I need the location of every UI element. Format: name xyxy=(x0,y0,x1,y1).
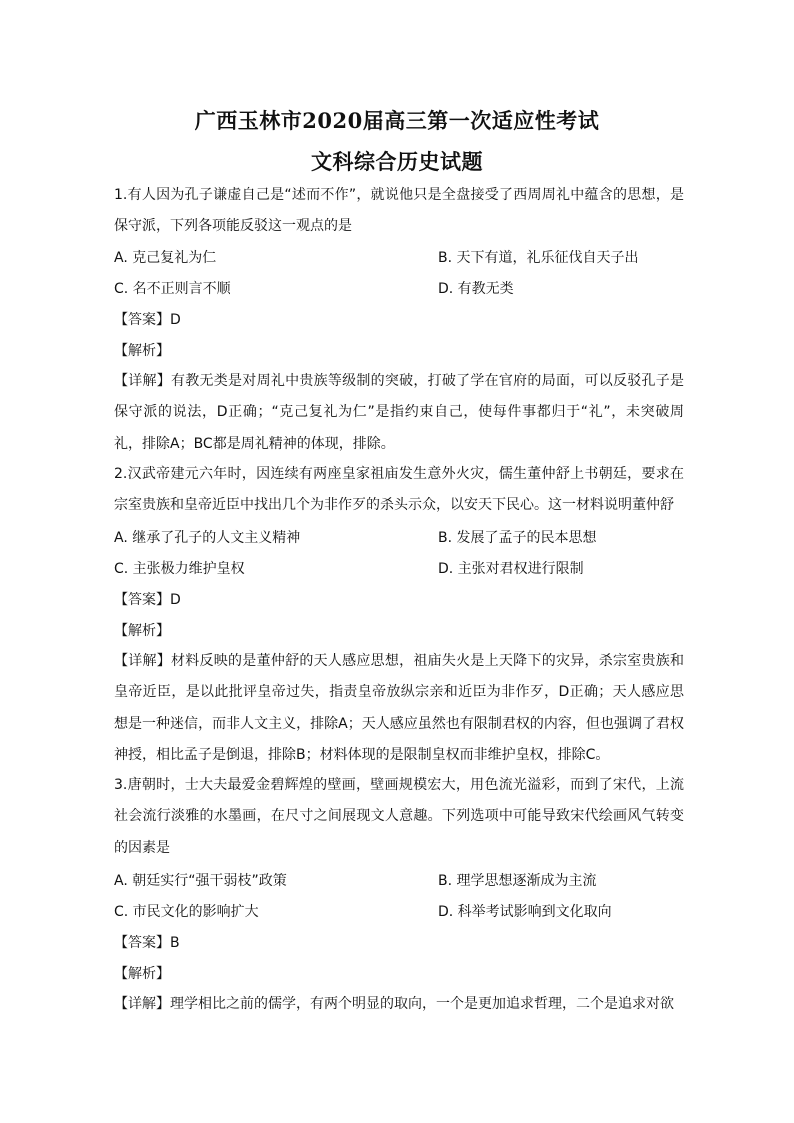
question-1-stem: 1.有人因为孔子谦虚自己是“述而不作”，就说他只是全盘接受了西周周礼中蕴含的思想，是保守派，下列各项能反驳这一观点的是 xyxy=(114,187,684,235)
exam-subtitle: 文科综合历史试题 xyxy=(311,149,483,174)
question-3-option-d: D. 科举考试影响到文化取向 xyxy=(438,904,612,920)
exam-title: 广西玉林市2020届高三第一次适应性考试 xyxy=(194,108,600,133)
question-3-detail: 【详解】理学相比之前的儒学，有两个明显的取向，一个是更加追求哲理，二个是追求对欲 xyxy=(114,996,674,1012)
question-2-analysis-label: 【解析】 xyxy=(114,623,170,639)
question-1-analysis-label: 【解析】 xyxy=(114,343,170,359)
question-2-option-b: B. 发展了孟子的民本思想 xyxy=(438,530,597,546)
question-1-option-c: C. 名不正则言不顺 xyxy=(114,281,231,297)
question-3-stem: 3.唐朝时，士大夫最爱金碧辉煌的壁画，壁画规模宏大，用色流光溢彩，而到了宋代，上流社会流行淡雅的水墨画，在尺寸之间展现文人意趣。下列选项中可能导致宋代绘画风气转变的因素是 xyxy=(114,777,684,856)
question-3-option-c: C. 市民文化的影响扩大 xyxy=(114,904,259,920)
question-3-analysis-label: 【解析】 xyxy=(114,966,170,982)
question-2-answer: 【答案】D xyxy=(114,592,181,608)
question-2-detail: 【详解】材料反映的是董仲舒的天人感应思想，祖庙失火是上天降下的灾异，杀宗室贵族和皇帝近臣，是以此批评皇帝过失，指责皇帝放纵宗亲和近臣为非作歹，D正确；天人感应思想是一种迷信，而非人文主义，排除A；天人感应虽然也有限制君权的内容，但也强调了君权神授，相比孟子是倒退，排除B；材料体现的是限制皇权而非维护皇权，排除C。 xyxy=(114,653,684,763)
question-2-stem: 2.汉武帝建元六年时，因连续有两座皇家祖庙发生意外火灾，儒生董仲舒上书朝廷，要求在宗室贵族和皇帝近臣中找出几个为非作歹的杀头示众，以安天下民心。这一材料说明董仲舒 xyxy=(114,466,684,514)
question-3-option-a: A. 朝廷实行“强干弱枝”政策 xyxy=(114,873,287,889)
question-1-answer: 【答案】D xyxy=(114,312,181,328)
question-1-detail: 【详解】有教无类是对周礼中贵族等级制的突破，打破了学在官府的局面，可以反驳孔子是保守派的说法，D正确；“克己复礼为仁”是指约束自己，使每件事都归于“礼”，未突破周礼，排除A；BC都是周礼精神的体现，排除。 xyxy=(114,373,684,452)
question-3-option-b: B. 理学思想逐渐成为主流 xyxy=(438,873,597,889)
question-1-option-a: A. 克己复礼为仁 xyxy=(114,250,217,266)
question-2-option-a: A. 继承了孔子的人文主义精神 xyxy=(114,530,301,546)
question-2-option-c: C. 主张极力维护皇权 xyxy=(114,561,245,577)
question-1-option-d: D. 有教无类 xyxy=(438,281,514,297)
question-3-answer: 【答案】B xyxy=(114,935,180,951)
question-1-option-b: B. 天下有道，礼乐征伐自天子出 xyxy=(438,250,639,266)
question-2-option-d: D. 主张对君权进行限制 xyxy=(438,561,584,577)
